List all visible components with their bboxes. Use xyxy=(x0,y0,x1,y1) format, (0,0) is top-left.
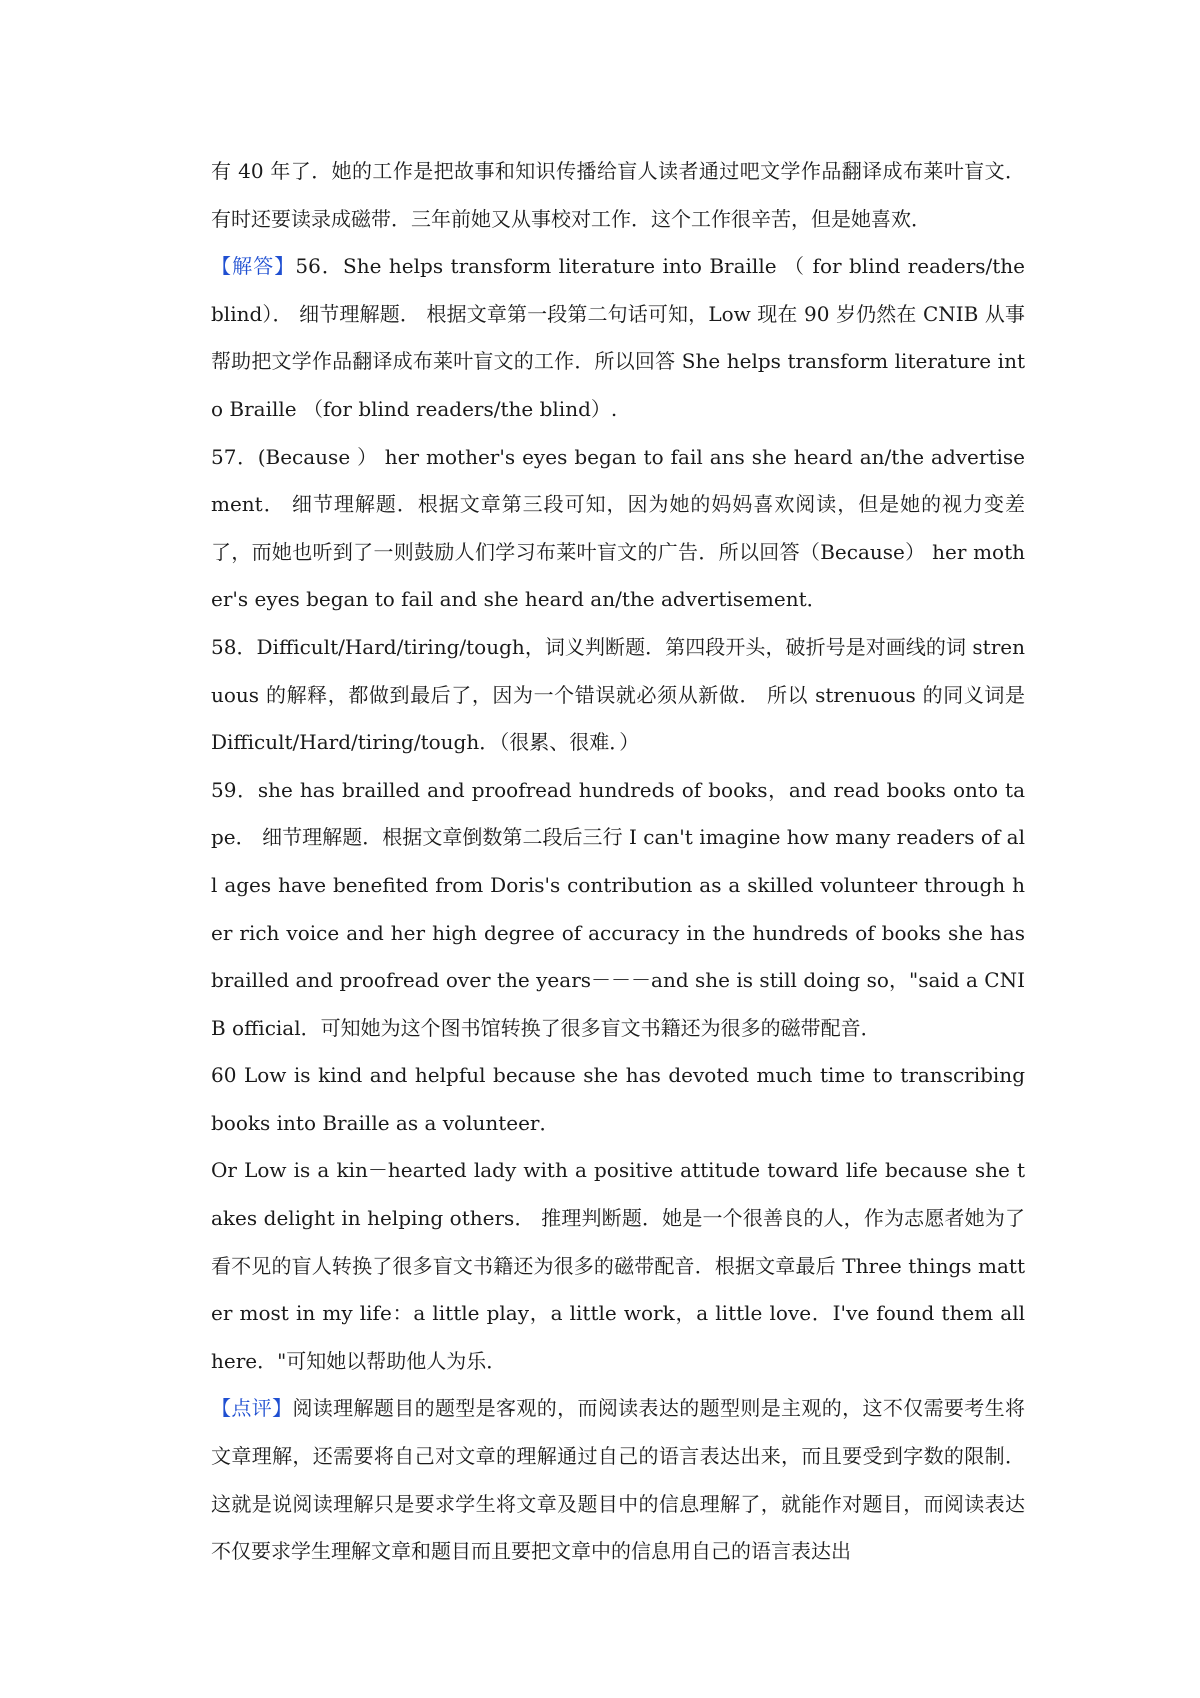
paragraph-answer-58 xyxy=(211,624,1025,767)
comment-tag: 【点评】 xyxy=(211,1396,293,1421)
paragraph-continuation xyxy=(211,148,1025,243)
paragraph-text: Or Low is a kin－hearted lady with a positive attitude toward life because she takes delight in helping others． 推理判断题．她是一个很善良的人，作为志愿者她为了看不见的盲人转换了很多盲文书籍还为很多的磁带配音．根据文章最后 Three things matter most in my life：a little play，a little work，a little love．I've found them all here．"可知她以帮助他人为乐． xyxy=(211,1158,1025,1373)
paragraph-answer-56 xyxy=(211,243,1025,433)
paragraph-text: 有 40 年了．她的工作是把故事和知识传播给盲人读者通过吧文学作品翻译成布莱叶盲文．有时还要读录成磁带．三年前她又从事校对工作．这个工作很辛苦，但是她喜欢． xyxy=(211,159,1025,231)
paragraph-text: 59．she has brailled and proofread hundreds of books，and read books onto tape． 细节理解题．根据文章倒数第二段后三行 I can't imagine how many readers of all ages have benefited from Doris's contribution as a skilled volunteer through her rich voice and her high degree of accuracy in the hundreds of books she has brailled and proofread over the years－－－and she is still doing so，"said a CNIB official．可知她为这个图书馆转换了很多盲文书籍还为很多的磁带配音． xyxy=(211,777,1025,1040)
document-body xyxy=(211,148,1025,1576)
answer-tag: 【解答】 xyxy=(211,254,296,279)
paragraph-text: 58．Difficult/Hard/tiring/tough，词义判断题．第四段开头，破折号是对画线的词 strenuous 的解释，都做到最后了，因为一个错误就必须从新做． 所以 strenuous 的同义词是 Difficult/Hard/tiring/tough．（很累、很难．） xyxy=(211,634,1025,755)
paragraph-answer-57 xyxy=(211,434,1025,624)
paragraph-text: 60 Low is kind and helpful because she has devoted much time to transcribing books into Braille as a volunteer． xyxy=(211,1063,1025,1135)
paragraph-text: 阅读理解题目的题型是客观的，而阅读表达的题型则是主观的，这不仅需要考生将文章理解，还需要将自己对文章的理解通过自己的语言表达出来，而且要受到字数的限制．这就是说阅读理解只是要求学生将文章及题目中的信息理解了，就能作对题目，而阅读表达不仅要求学生理解文章和题目而且要把文章中的信息用自己的语言表达出 xyxy=(211,1396,1026,1564)
paragraph-text: 56．She helps transform literature into Braille （ for blind readers/the blind）． 细节理解题． 根据文章第一段第二句话可知，Low 现在 90 岁仍然在 CNIB 从事帮助把文学作品翻译成布莱叶盲文的工作．所以回答 She helps transform literature into Braille （for blind readers/the blind）. xyxy=(211,254,1026,421)
paragraph-answer-60 xyxy=(211,1052,1025,1147)
paragraph-text: 57．(Because ） her mother's eyes began to fail ans she heard an/the advertisement． 细节理解题．根据文章第三段可知，因为她的妈妈喜欢阅读，但是她的视力变差了，而她也听到了一则鼓励人们学习布莱叶盲文的广告．所以回答（Because） her mother's eyes began to fail and she heard an/the advertisement． xyxy=(211,444,1025,612)
paragraph-comment xyxy=(211,1385,1025,1575)
paragraph-answer-60-alt xyxy=(211,1147,1025,1385)
paragraph-answer-59 xyxy=(211,767,1025,1053)
